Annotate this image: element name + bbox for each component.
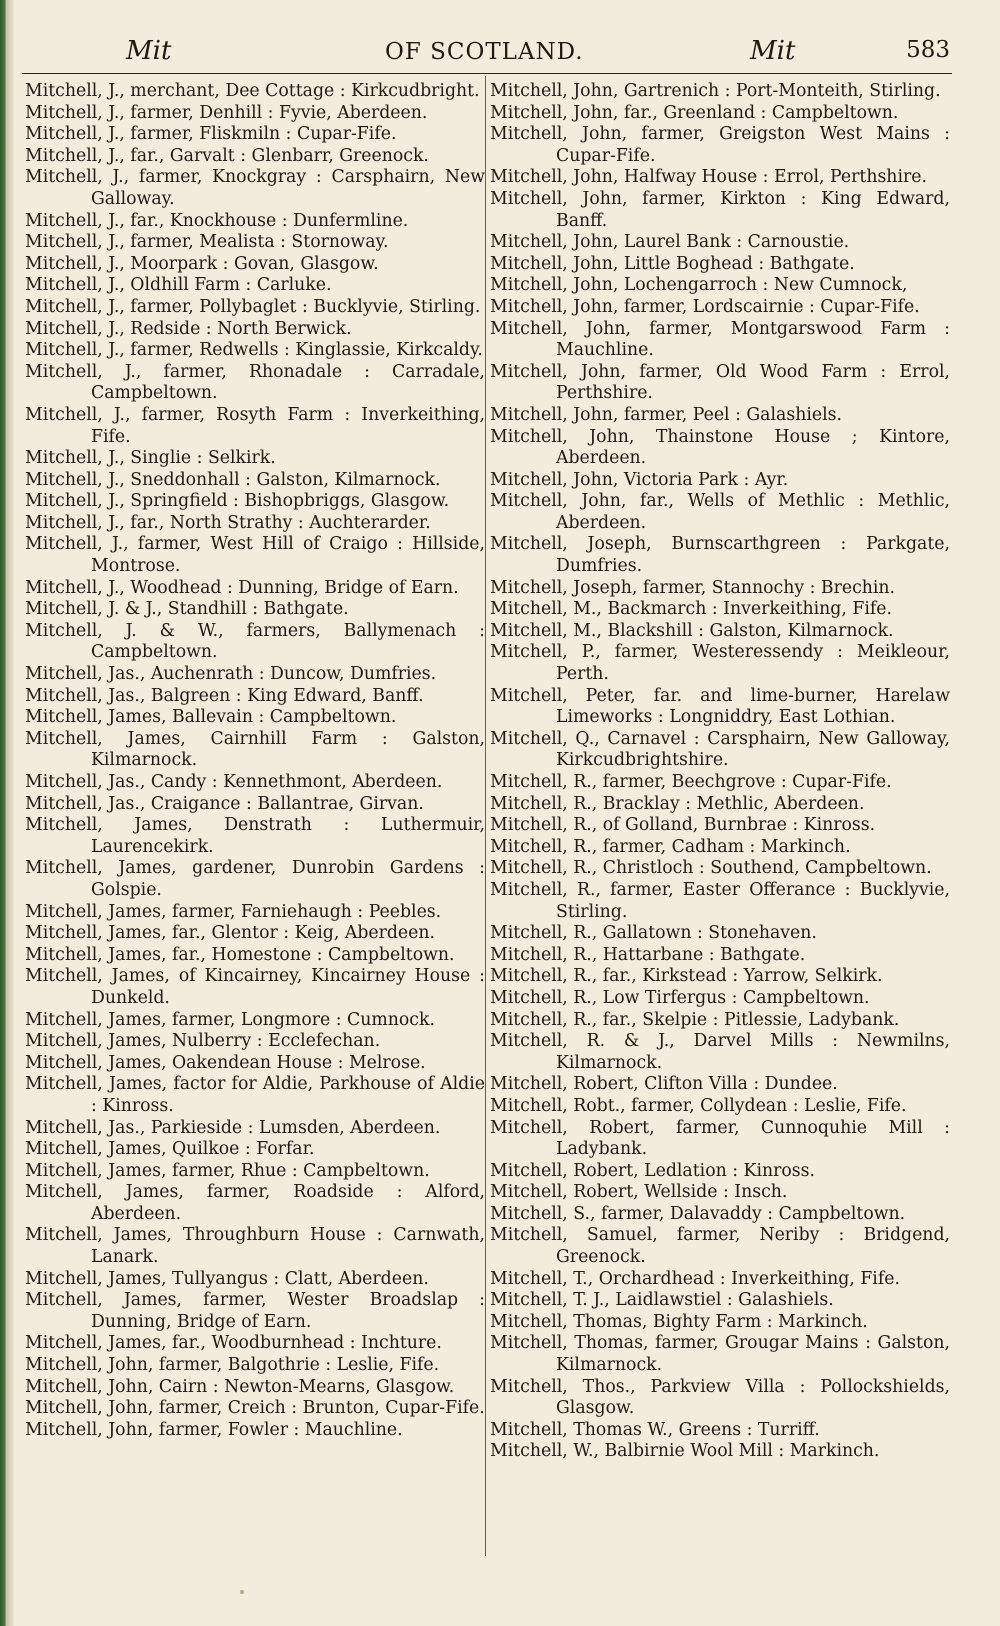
directory-entry: Mitchell, R., of Golland, Burnbrae : Kinross.: [490, 815, 876, 836]
directory-entry: Mitchell, John, Cairn : Newton-Mearns, Glasgow.: [25, 1376, 455, 1397]
directory-entry: Mitchell, R., Bracklay : Methlic, Aberdeen.: [490, 793, 865, 814]
directory-entry: Mitchell, J., farmer, Rhonadale : Carradale, Campbeltown.: [25, 361, 485, 404]
directory-entry: Mitchell, J., Oldhill Farm : Carluke.: [25, 275, 332, 296]
directory-entry: Mitchell, R., farmer, Beechgrove : Cupar-Fife.: [490, 772, 892, 792]
directory-entry: Mitchell, John, farmer, Peel : Galashiels.: [490, 404, 842, 425]
directory-entry: Mitchell, James, Oakendean House : Melrose.: [25, 1052, 426, 1073]
directory-entry: Mitchell, Robert, Ledlation : Kinross.: [490, 1160, 816, 1181]
directory-entry: Mitchell, James, far., Woodburnhead : Inchture.: [25, 1333, 442, 1354]
directory-entry: Mitchell, Jas., Parkieside : Lumsden, Aberdeen.: [25, 1117, 441, 1138]
directory-entry: Mitchell, Jas., Craigance : Ballantrae, Girvan.: [25, 793, 424, 814]
directory-entry: Mitchell, M., Blackshill : Galston, Kilmarnock.: [490, 620, 894, 641]
directory-entry: Mitchell, J., farmer, Rosyth Farm : Inverkeithing, Fife.: [25, 404, 485, 447]
directory-entry: Mitchell, James, farmer, Roadside : Alford, Aberdeen.: [25, 1182, 485, 1224]
right-catchword: Mit: [750, 36, 796, 66]
directory-entry: Mitchell, Robert, farmer, Cunnoquhie Mill : Ladybank.: [490, 1117, 950, 1160]
directory-entry: Mitchell, James, gardener, Dunrobin Gardens : Golspie.: [25, 858, 485, 900]
directory-entry: Mitchell, S., farmer, Dalavaddy : Campbeltown.: [490, 1203, 906, 1224]
directory-entry: Mitchell, R., Christloch : Southend, Campbeltown.: [490, 858, 932, 879]
directory-entry: Mitchell, J., Springfield : Bishopbriggs, Glasgow.: [25, 491, 450, 512]
directory-entry: Mitchell, Thomas, Bighty Farm : Markinch.: [490, 1311, 868, 1332]
directory-entry: Mitchell, James, Cairnhill Farm : Galston, Kilmarnock.: [25, 728, 485, 771]
directory-entry: Mitchell, John, farmer, Lordscairnie : Cupar-Fife.: [490, 296, 920, 317]
directory-entry: Mitchell, W., Balbirnie Wool Mill : Markinch.: [490, 1441, 880, 1462]
directory-entry: Mitchell, John, farmer, Balgothrie : Leslie, Fife.: [25, 1355, 440, 1376]
page-spine: [0, 0, 14, 1626]
page-number: 583: [906, 37, 950, 63]
directory-entry: Mitchell, Joseph, Burnscarthgreen : Parkgate, Dumfries.: [490, 534, 950, 577]
directory-entry: Mitchell, Jas., Balgreen : King Edward, Banff.: [25, 685, 424, 706]
left-catchword: Mit: [126, 36, 172, 66]
directory-entry: Mitchell, Thos., Parkview Villa : Pollockshields, Glasgow.: [490, 1376, 950, 1419]
directory-entry: Mitchell, R., far., Kirkstead : Yarrow, Selkirk.: [490, 966, 883, 987]
directory-entry: Mitchell, J., farmer, West Hill of Craigo : Hillside, Montrose.: [25, 534, 485, 577]
print-speck: [240, 1590, 244, 1594]
column-divider: [485, 76, 486, 1556]
directory-entry: Mitchell, James, far., Homestone : Campbeltown.: [25, 944, 455, 965]
directory-entry: Mitchell, John, Lochengarroch : New Cumnock,: [490, 275, 908, 296]
directory-entry: Mitchell, Robert, Clifton Villa : Dundee.: [490, 1074, 838, 1095]
directory-entry: Mitchell, James, farmer, Rhue : Campbeltown.: [25, 1160, 430, 1181]
page-header: [30, 36, 950, 70]
directory-entry: Mitchell, R., Low Tirfergus : Campbeltown.: [490, 987, 870, 1008]
directory-entry: Mitchell, John, farmer, Creich : Brunton, Cupar-Fife.: [25, 1398, 485, 1419]
directory-entry: Mitchell, Thomas, farmer, Grougar Mains : Galston, Kilmarnock.: [490, 1333, 950, 1376]
directory-entry: Mitchell, T., Orchardhead : Inverkeithing, Fife.: [490, 1268, 900, 1289]
directory-entry: Mitchell, J., Woodhead : Dunning, Bridge of Earn.: [25, 577, 459, 598]
directory-entry: Mitchell, James, farmer, Farniehaugh : Peebles.: [25, 901, 442, 922]
directory-entry: Mitchell, J., farmer, Mealista : Stornoway.: [25, 232, 389, 253]
directory-entry: Mitchell, Jas., Candy : Kennethmont, Aberdeen.: [25, 772, 443, 792]
directory-entry: Mitchell, J., farmer, Denhill : Fyvie, Aberdeen.: [25, 102, 428, 123]
header-rule: [22, 73, 952, 74]
directory-entry: Mitchell, J., Singlie : Selkirk.: [25, 448, 276, 469]
directory-entry: Mitchell, R., Gallatown : Stonehaven.: [490, 923, 817, 944]
directory-entry: Mitchell, J., merchant, Dee Cottage : Kirkcudbright.: [25, 81, 480, 101]
directory-entry: Mitchell, J. & J., Standhill : Bathgate.: [25, 599, 349, 620]
directory-entry: Mitchell, J., far., Garvalt : Glenbarr, Greenock.: [25, 145, 429, 166]
directory-entry: Mitchell, John, far., Greenland : Campbeltown.: [490, 102, 899, 123]
directory-entry: Mitchell, J., farmer, Fliskmiln : Cupar-Fife.: [25, 124, 397, 145]
running-title: OF SCOTLAND.: [385, 39, 584, 65]
directory-entry: Mitchell, John, Thainstone House ; Kintore, Aberdeen.: [490, 426, 950, 469]
directory-entry: Mitchell, John, farmer, Kirkton : King Edward, Banff.: [490, 188, 950, 231]
directory-entry: Mitchell, J., Moorpark : Govan, Glasgow.: [25, 253, 379, 274]
directory-entry: Mitchell, R., farmer, Easter Offerance : Bucklyvie, Stirling.: [490, 879, 950, 922]
directory-entry: Mitchell, J., far., North Strathy : Auchterarder.: [25, 512, 431, 533]
directory-entry: Mitchell, James, farmer, Longmore : Cumnock.: [25, 1009, 435, 1030]
directory-entry: Mitchell, James, Nulberry : Ecclefechan.: [25, 1031, 381, 1052]
directory-entry: Mitchell, R., Hattarbane : Bathgate.: [490, 944, 806, 965]
directory-entry: Mitchell, T. J., Laidlawstiel : Galashiels.: [490, 1290, 834, 1311]
directory-entry: Mitchell, James, of Kincairney, Kincairney House : Dunkeld.: [25, 966, 485, 1008]
directory-entry: Mitchell, Joseph, farmer, Stannochy : Brechin.: [490, 577, 896, 598]
directory-entry: Mitchell, James, Tullyangus : Clatt, Aberdeen.: [25, 1268, 429, 1289]
directory-entry: Mitchell, John, Little Boghead : Bathgate.: [490, 253, 855, 274]
directory-entry: Mitchell, John, Laurel Bank : Carnoustie.: [490, 232, 850, 253]
directory-entry: Mitchell, James, farmer, Wester Broadslap : Dunning, Bridge of Earn.: [25, 1290, 485, 1332]
directory-entry: Mitchell, James, Throughburn House : Carnwath, Lanark.: [25, 1225, 485, 1268]
directory-entry: Mitchell, John, Victoria Park : Ayr.: [490, 469, 789, 490]
directory-entry: Mitchell, James, Quilkoe : Forfar.: [25, 1139, 315, 1160]
directory-entry: Mitchell, Robert, Wellside : Insch.: [490, 1182, 788, 1203]
directory-entry: Mitchell, R., farmer, Cadham : Markinch.: [490, 836, 851, 857]
directory-entry: Mitchell, James, factor for Aldie, Parkhouse of Aldie : Kinross.: [25, 1074, 485, 1116]
directory-entry: Mitchell, Jas., Auchenrath : Duncow, Dumfries.: [25, 664, 437, 685]
directory-entry: Mitchell, John, farmer, Old Wood Farm : Errol, Perthshire.: [490, 361, 950, 404]
directory-entry: Mitchell, John, farmer, Montgarswood Farm : Mauchline.: [490, 318, 950, 361]
directory-entry: Mitchell, John, Gartrenich : Port-Monteith, Stirling.: [490, 81, 941, 101]
directory-entry: Mitchell, J., far., Knockhouse : Dunfermline.: [25, 210, 409, 231]
directory-entry: Mitchell, J., farmer, Redwells : Kinglassie, Kirkcaldy.: [25, 340, 483, 361]
directory-entry: Mitchell, R., far., Skelpie : Pitlessie, Ladybank.: [490, 1009, 900, 1030]
directory-entry: Mitchell, P., farmer, Westeressendy : Meikleour, Perth.: [490, 642, 950, 685]
directory-entry: Mitchell, James, far., Glentor : Keig, Aberdeen.: [25, 923, 436, 944]
directory-entry: Mitchell, Samuel, farmer, Neriby : Bridgend, Greenock.: [490, 1225, 950, 1268]
directory-entry: Mitchell, M., Backmarch : Inverkeithing, Fife.: [490, 599, 892, 620]
directory-entry: Mitchell, Robt., farmer, Collydean : Leslie, Fife.: [490, 1095, 907, 1116]
directory-entry: Mitchell, J., Redside : North Berwick.: [25, 318, 352, 339]
directory-entry: Mitchell, James, Denstrath : Luthermuir, Laurencekirk.: [25, 815, 485, 857]
directory-entry: Mitchell, John, Halfway House : Errol, Perthshire.: [490, 167, 927, 188]
directory-entry: Mitchell, John, farmer, Greigston West Mains : Cupar-Fife.: [490, 124, 950, 166]
directory-entry: Mitchell, John, farmer, Fowler : Mauchline.: [25, 1419, 403, 1440]
directory-entry: Mitchell, Q., Carnavel : Carsphairn, New Galloway, Kirkcudbrightshire.: [490, 728, 950, 771]
directory-entry: Mitchell, J. & W., farmers, Ballymenach : Campbeltown.: [25, 620, 485, 663]
directory-entry: Mitchell, J., farmer, Knockgray : Carsphairn, New Galloway.: [25, 167, 485, 209]
directory-entry: Mitchell, J., farmer, Pollybaglet : Bucklyvie, Stirling.: [25, 296, 481, 317]
directory-entry: Mitchell, James, Ballevain : Campbeltown.: [25, 707, 397, 728]
left-column: [25, 81, 485, 1441]
directory-entry: Mitchell, J., Sneddonhall : Galston, Kilmarnock.: [25, 469, 441, 490]
directory-entry: Mitchell, John, far., Wells of Methlic : Methlic, Aberdeen.: [490, 491, 950, 533]
directory-entry: Mitchell, Thomas W., Greens : Turriff.: [490, 1419, 820, 1440]
right-column: [490, 81, 950, 1463]
directory-entry: Mitchell, Peter, far. and lime-burner, Harelaw Limeworks : Longniddry, East Lothian.: [490, 685, 950, 728]
directory-entry: Mitchell, R. & J., Darvel Mills : Newmilns, Kilmarnock.: [490, 1031, 950, 1073]
